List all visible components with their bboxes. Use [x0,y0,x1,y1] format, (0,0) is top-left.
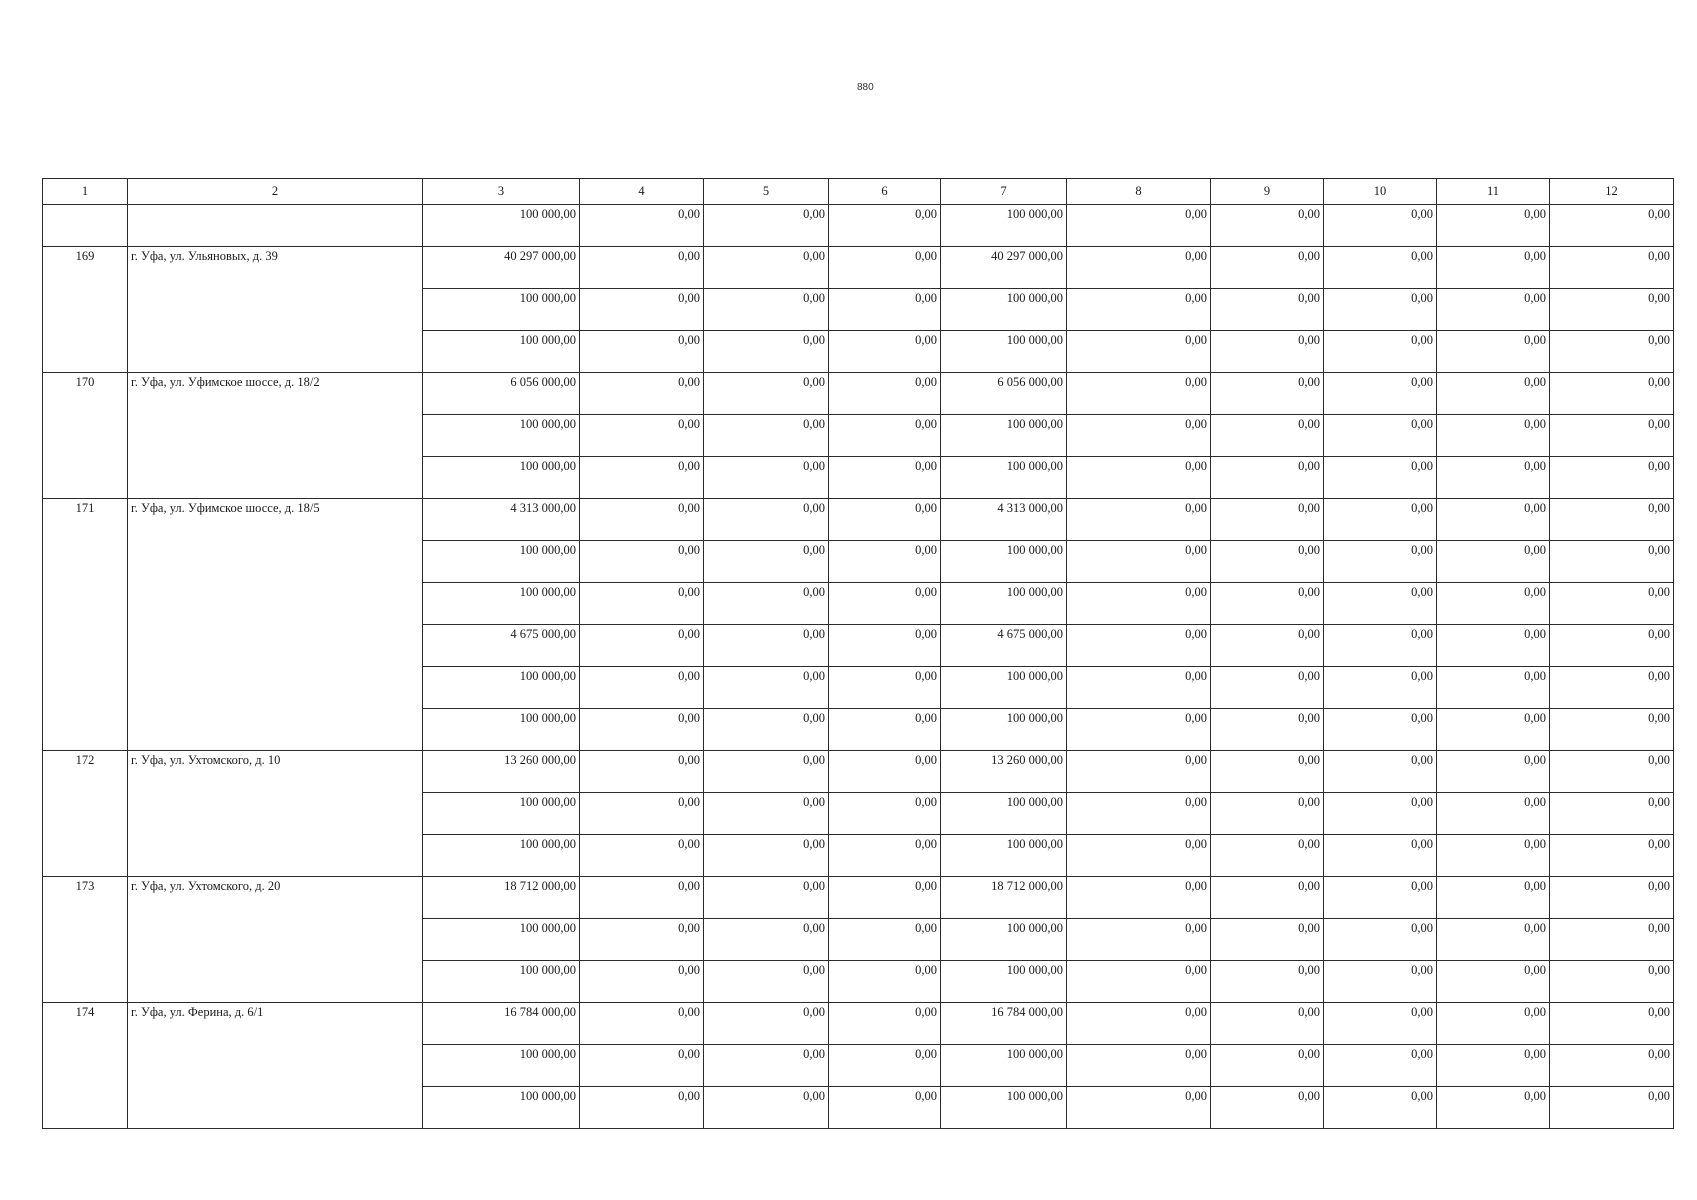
amount-cell: 0,00 [1550,499,1674,541]
amount-cell: 0,00 [1067,205,1211,247]
amount-cell: 0,00 [580,919,704,961]
amount-cell: 0,00 [1067,1003,1211,1045]
amount-cell: 100 000,00 [941,793,1067,835]
amount-cell: 0,00 [1067,1087,1211,1129]
amount-cell: 0,00 [704,415,829,457]
table-header [43,179,1674,205]
col-header: 5 [704,179,829,205]
amount-cell: 100 000,00 [423,541,580,583]
address-cell: г. Уфа, ул. Уфимское шоссе, д. 18/2 [128,373,423,499]
amount-cell: 0,00 [704,1045,829,1087]
amount-cell: 100 000,00 [423,1045,580,1087]
amount-cell: 0,00 [1324,625,1437,667]
amount-cell: 0,00 [1550,625,1674,667]
amount-cell: 100 000,00 [423,583,580,625]
amount-cell: 0,00 [704,499,829,541]
table-row [43,499,1674,541]
amount-cell: 0,00 [1211,1003,1324,1045]
amount-cell: 0,00 [1211,373,1324,415]
amount-cell: 0,00 [1437,373,1550,415]
amount-cell: 0,00 [829,373,941,415]
amount-cell: 0,00 [1550,667,1674,709]
amount-cell: 0,00 [1550,1003,1674,1045]
amount-cell: 0,00 [580,541,704,583]
amount-cell: 0,00 [1211,415,1324,457]
amount-cell: 0,00 [580,877,704,919]
amount-cell: 0,00 [1437,1087,1550,1129]
amount-cell: 0,00 [1067,415,1211,457]
amount-cell: 0,00 [829,415,941,457]
amount-cell: 0,00 [704,1087,829,1129]
amount-cell: 13 260 000,00 [941,751,1067,793]
amount-cell: 0,00 [1211,247,1324,289]
amount-cell: 0,00 [704,541,829,583]
amount-cell: 4 675 000,00 [423,625,580,667]
amount-cell: 0,00 [1550,961,1674,1003]
amount-cell: 0,00 [1437,1003,1550,1045]
amount-cell: 0,00 [580,373,704,415]
amount-cell: 100 000,00 [941,415,1067,457]
amount-cell: 0,00 [580,709,704,751]
amount-cell: 0,00 [829,961,941,1003]
amount-cell: 0,00 [704,331,829,373]
amount-cell: 0,00 [704,205,829,247]
amount-cell: 0,00 [1067,373,1211,415]
amount-cell: 13 260 000,00 [423,751,580,793]
amount-cell: 0,00 [1211,1087,1324,1129]
amount-cell: 4 313 000,00 [941,499,1067,541]
amount-cell: 0,00 [1324,289,1437,331]
address-cell: г. Уфа, ул. Ухтомского, д. 20 [128,877,423,1003]
amount-cell: 0,00 [1324,835,1437,877]
row-number: 171 [43,499,128,751]
amount-cell: 0,00 [1550,331,1674,373]
col-header: 11 [1437,179,1550,205]
amount-cell: 0,00 [580,415,704,457]
col-header: 2 [128,179,423,205]
amount-cell: 100 000,00 [423,331,580,373]
amount-cell: 0,00 [1324,961,1437,1003]
col-header: 7 [941,179,1067,205]
amount-cell: 0,00 [1324,667,1437,709]
amount-cell: 40 297 000,00 [941,247,1067,289]
row-number: 174 [43,1003,128,1129]
amount-cell: 0,00 [580,1087,704,1129]
amount-cell: 100 000,00 [941,205,1067,247]
amount-cell: 0,00 [704,457,829,499]
amount-cell: 0,00 [1067,247,1211,289]
amount-cell: 0,00 [580,457,704,499]
amount-cell: 0,00 [1211,499,1324,541]
amount-cell: 0,00 [704,583,829,625]
amount-cell: 0,00 [1437,961,1550,1003]
row-number: 170 [43,373,128,499]
amount-cell: 100 000,00 [941,289,1067,331]
amount-cell: 0,00 [1437,247,1550,289]
amount-cell: 100 000,00 [423,793,580,835]
amount-cell: 100 000,00 [941,583,1067,625]
amount-cell: 0,00 [580,667,704,709]
amount-cell: 100 000,00 [941,1087,1067,1129]
amount-cell: 18 712 000,00 [423,877,580,919]
amount-cell: 0,00 [1211,751,1324,793]
amount-cell: 0,00 [1211,541,1324,583]
amount-cell: 100 000,00 [423,415,580,457]
amount-cell: 100 000,00 [423,709,580,751]
amount-cell: 0,00 [1324,1087,1437,1129]
amount-cell: 0,00 [704,625,829,667]
amount-cell: 0,00 [580,205,704,247]
amount-cell: 0,00 [580,961,704,1003]
amount-cell: 0,00 [1067,709,1211,751]
amount-cell: 0,00 [829,877,941,919]
amount-cell: 4 675 000,00 [941,625,1067,667]
amount-cell: 0,00 [829,1087,941,1129]
amount-cell: 0,00 [1211,919,1324,961]
amount-cell: 0,00 [580,289,704,331]
amount-cell: 100 000,00 [941,835,1067,877]
amount-cell: 0,00 [1437,835,1550,877]
amount-cell: 0,00 [829,289,941,331]
amount-cell: 0,00 [1550,373,1674,415]
amount-cell: 16 784 000,00 [941,1003,1067,1045]
amount-cell: 0,00 [1324,415,1437,457]
amount-cell: 0,00 [1211,877,1324,919]
amount-cell: 0,00 [580,625,704,667]
amount-cell: 0,00 [1211,667,1324,709]
amount-cell: 100 000,00 [423,961,580,1003]
col-header: 10 [1324,179,1437,205]
amount-cell: 6 056 000,00 [941,373,1067,415]
amount-cell: 0,00 [1550,793,1674,835]
amount-cell: 0,00 [704,961,829,1003]
amount-cell: 0,00 [704,835,829,877]
amount-cell: 100 000,00 [941,667,1067,709]
amount-cell: 0,00 [1324,205,1437,247]
amount-cell: 0,00 [1437,331,1550,373]
amount-cell: 0,00 [1437,415,1550,457]
amount-cell: 0,00 [1324,331,1437,373]
amount-cell: 0,00 [580,1003,704,1045]
amount-cell: 0,00 [1324,457,1437,499]
amount-cell: 0,00 [1067,289,1211,331]
amount-cell: 0,00 [1437,709,1550,751]
amount-cell: 0,00 [704,1003,829,1045]
address-cell: г. Уфа, ул. Ульяновых, д. 39 [128,247,423,373]
amount-cell: 0,00 [1067,499,1211,541]
amount-cell: 0,00 [1437,457,1550,499]
amount-cell: 0,00 [1437,1045,1550,1087]
amount-cell: 0,00 [1550,583,1674,625]
col-header: 8 [1067,179,1211,205]
amount-cell: 100 000,00 [941,709,1067,751]
amount-cell: 0,00 [1067,457,1211,499]
amount-cell: 0,00 [1211,793,1324,835]
amount-cell: 0,00 [829,541,941,583]
amount-cell: 0,00 [704,373,829,415]
amount-cell: 0,00 [1211,709,1324,751]
amount-cell: 0,00 [1550,289,1674,331]
amount-cell: 0,00 [1067,583,1211,625]
amount-cell: 0,00 [1437,877,1550,919]
amount-cell: 0,00 [1067,835,1211,877]
amount-cell: 0,00 [580,793,704,835]
amount-cell: 0,00 [1067,667,1211,709]
amount-cell: 0,00 [829,499,941,541]
amount-cell: 100 000,00 [941,961,1067,1003]
amount-cell: 0,00 [829,1003,941,1045]
table-row [43,751,1674,793]
amount-cell: 0,00 [1324,1045,1437,1087]
amount-cell: 0,00 [829,205,941,247]
amount-cell: 0,00 [580,247,704,289]
amount-cell: 0,00 [829,667,941,709]
header-row [43,179,1674,205]
amount-cell: 0,00 [1324,709,1437,751]
amount-cell: 0,00 [1211,1045,1324,1087]
amount-cell: 0,00 [829,793,941,835]
col-header: 4 [580,179,704,205]
amount-cell: 0,00 [1211,625,1324,667]
amount-cell: 0,00 [1437,919,1550,961]
table-body [43,205,1674,1129]
amount-cell: 18 712 000,00 [941,877,1067,919]
amount-cell: 0,00 [1550,751,1674,793]
amount-cell: 0,00 [1324,877,1437,919]
amount-cell: 0,00 [829,835,941,877]
table-row [43,877,1674,919]
amount-cell: 0,00 [1324,247,1437,289]
amount-cell: 40 297 000,00 [423,247,580,289]
amount-cell: 0,00 [704,247,829,289]
amount-cell: 0,00 [829,457,941,499]
amount-cell: 0,00 [704,877,829,919]
amount-cell: 0,00 [580,499,704,541]
amount-cell: 0,00 [1324,751,1437,793]
amount-cell: 0,00 [1067,541,1211,583]
amount-cell: 0,00 [1437,541,1550,583]
amount-cell: 6 056 000,00 [423,373,580,415]
amount-cell: 0,00 [1211,289,1324,331]
amount-cell: 0,00 [1437,793,1550,835]
amount-cell: 100 000,00 [941,331,1067,373]
amount-cell: 0,00 [1437,625,1550,667]
amount-cell: 100 000,00 [423,919,580,961]
amount-cell: 100 000,00 [941,457,1067,499]
amount-cell: 0,00 [1550,835,1674,877]
address-cell: г. Уфа, ул. Уфимское шоссе, д. 18/5 [128,499,423,751]
address-cell: г. Уфа, ул. Ухтомского, д. 10 [128,751,423,877]
amount-cell: 100 000,00 [941,541,1067,583]
col-header: 9 [1211,179,1324,205]
table-row [43,205,1674,247]
amount-cell: 0,00 [1067,793,1211,835]
amount-cell: 0,00 [829,583,941,625]
amount-cell: 0,00 [1324,583,1437,625]
amount-cell: 0,00 [829,625,941,667]
amount-cell: 100 000,00 [423,205,580,247]
amount-cell: 0,00 [829,709,941,751]
amount-cell: 0,00 [704,793,829,835]
amount-cell: 0,00 [704,751,829,793]
amount-cell: 0,00 [1067,961,1211,1003]
amount-cell: 0,00 [1550,247,1674,289]
amount-cell: 0,00 [1211,205,1324,247]
amount-cell: 0,00 [1067,625,1211,667]
amount-cell: 0,00 [1067,751,1211,793]
amount-cell: 0,00 [1324,1003,1437,1045]
amount-cell: 0,00 [1437,499,1550,541]
col-header: 3 [423,179,580,205]
amount-cell: 0,00 [1550,877,1674,919]
amount-cell: 0,00 [704,289,829,331]
amount-cell: 0,00 [580,835,704,877]
amount-cell: 4 313 000,00 [423,499,580,541]
amount-cell: 0,00 [580,1045,704,1087]
amount-cell: 0,00 [1067,331,1211,373]
amount-cell: 0,00 [1550,1045,1674,1087]
page-number: 880 [857,82,874,93]
amount-cell: 0,00 [1324,499,1437,541]
amount-cell: 0,00 [1324,919,1437,961]
amount-cell: 0,00 [829,919,941,961]
amount-cell: 0,00 [1550,541,1674,583]
row-number: 169 [43,247,128,373]
amount-cell: 0,00 [1550,1087,1674,1129]
amount-cell: 0,00 [1437,205,1550,247]
amount-cell: 0,00 [1324,793,1437,835]
amount-cell: 0,00 [580,751,704,793]
amount-cell: 100 000,00 [423,457,580,499]
amount-cell: 100 000,00 [423,835,580,877]
col-header: 6 [829,179,941,205]
amount-cell: 0,00 [1211,583,1324,625]
amount-cell: 0,00 [1211,961,1324,1003]
amount-cell: 100 000,00 [423,667,580,709]
amount-cell: 0,00 [1067,877,1211,919]
amount-cell: 100 000,00 [941,1045,1067,1087]
amount-cell: 0,00 [1324,373,1437,415]
amount-cell: 0,00 [1067,919,1211,961]
amount-cell: 0,00 [1437,667,1550,709]
amount-cell: 0,00 [829,331,941,373]
amount-cell: 0,00 [829,247,941,289]
amount-cell: 0,00 [1550,919,1674,961]
budget-table [42,178,1674,1129]
amount-cell: 0,00 [580,583,704,625]
amount-cell: 0,00 [704,667,829,709]
amount-cell: 0,00 [1211,457,1324,499]
amount-cell: 0,00 [1550,415,1674,457]
amount-cell: 0,00 [1437,289,1550,331]
amount-cell: 0,00 [580,331,704,373]
amount-cell: 0,00 [704,919,829,961]
col-header: 1 [43,179,128,205]
amount-cell: 0,00 [1550,709,1674,751]
amount-cell: 0,00 [1437,583,1550,625]
address-cell [128,205,423,247]
amount-cell: 16 784 000,00 [423,1003,580,1045]
table-row [43,373,1674,415]
amount-cell: 100 000,00 [941,919,1067,961]
amount-cell: 0,00 [1437,751,1550,793]
row-number [43,205,128,247]
amount-cell: 100 000,00 [423,1087,580,1129]
amount-cell: 100 000,00 [423,289,580,331]
amount-cell: 0,00 [829,1045,941,1087]
amount-cell: 0,00 [1067,1045,1211,1087]
amount-cell: 0,00 [1550,457,1674,499]
col-header: 12 [1550,179,1674,205]
table-row [43,247,1674,289]
amount-cell: 0,00 [1211,331,1324,373]
amount-cell: 0,00 [1550,205,1674,247]
table-row [43,1003,1674,1045]
row-number: 173 [43,877,128,1003]
row-number: 172 [43,751,128,877]
amount-cell: 0,00 [829,751,941,793]
address-cell: г. Уфа, ул. Ферина, д. 6/1 [128,1003,423,1129]
amount-cell: 0,00 [1211,835,1324,877]
amount-cell: 0,00 [704,709,829,751]
amount-cell: 0,00 [1324,541,1437,583]
